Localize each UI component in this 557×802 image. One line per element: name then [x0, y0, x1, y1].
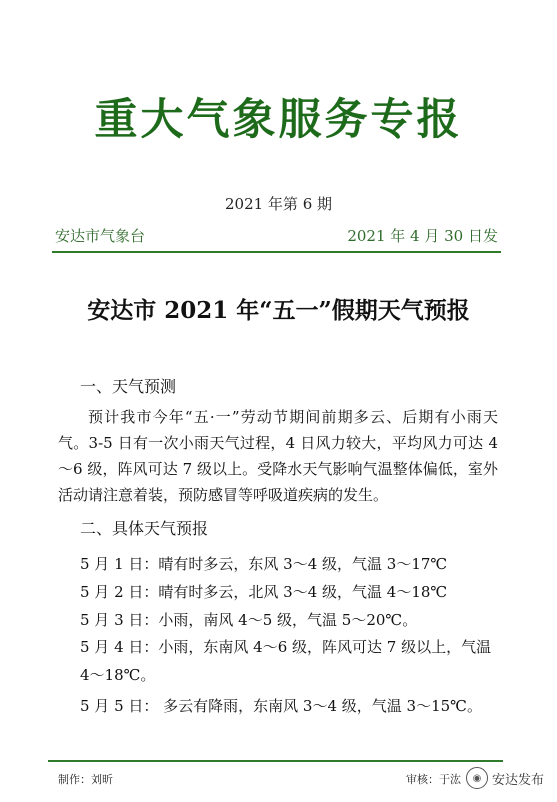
forecast-day-3: 5 月 3 日：小雨，南风 4～5 级，气温 5～20℃。 [80, 611, 418, 629]
issue-number: 2021 年第 6 期 [224, 195, 333, 213]
masthead-title: 重大气象服务专报 [94, 95, 463, 145]
forecast-day-5: 5 月 5 日： 多云有降雨，东南风 3～4 级，气温 3～15℃。 [80, 697, 482, 715]
section-heading-forecast: 一、天气预测 [80, 377, 177, 396]
forecast-day-4: 5 月 4 日：小雨，东南风 4～6 级，阵风可达 7 级以上，气温 4～18℃。 [80, 638, 492, 684]
footer-divider [48, 760, 503, 762]
forecast-summary-paragraph: 预计我市今年“五·一”劳动节期间前期多云、后期有小雨天气。3-5 日有一次小雨天气过程，4 日风力较大，平均风力可达 4～6 级，阵风可达 7 级以上。受降水天气影响气温整体偏低，室外活动请注意着装，预防感冒等呼吸道疾病的发生。 [58, 408, 498, 504]
forecast-day-2: 5 月 2 日：晴有时多云，北风 3～4 级，气温 4～18℃ [80, 583, 448, 601]
reviewer-credit: 审核：于汯 [406, 773, 461, 786]
author-credit: 制作：刘昕 [58, 773, 113, 786]
document-title: 安达市 2021 年“五一”假期天气预报 [87, 297, 470, 324]
watermark-text: 安达发布 [492, 772, 545, 788]
publish-date: 2021 年 4 月 30 日发 [347, 226, 498, 245]
section-heading-daily: 二、具体天气预报 [80, 519, 209, 538]
publisher-name: 安达市气象台 [55, 226, 146, 245]
source-watermark [466, 764, 554, 792]
publisher-bar [55, 224, 498, 246]
forecast-day-1: 5 月 1 日：晴有时多云，东风 3～4 级，气温 3～17℃ [80, 555, 448, 573]
wechat-channel-icon: ◉ [466, 767, 488, 789]
header-divider [52, 251, 501, 253]
